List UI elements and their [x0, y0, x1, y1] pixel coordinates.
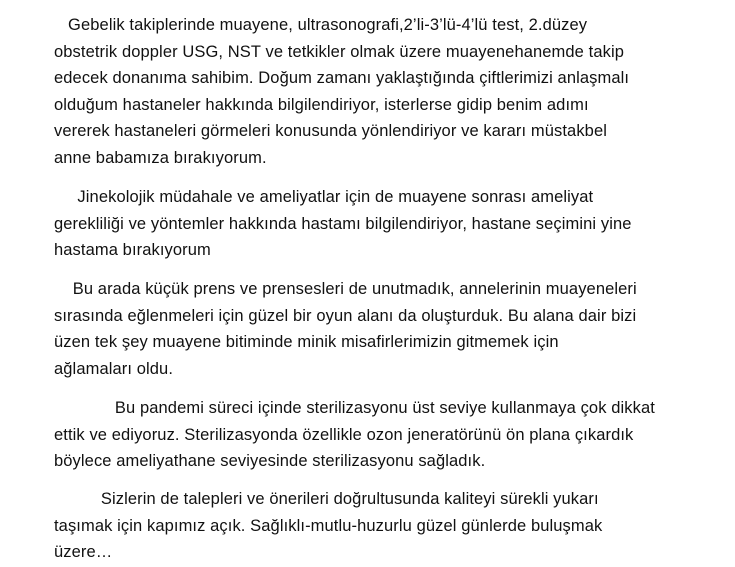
paragraph-pregnancy-care: [54, 12, 674, 171]
text-line: Bu pandemi süreci içinde sterilizasyonu üst seviye kullanmaya çok dikkat: [54, 399, 655, 417]
text-line: üzere…: [54, 543, 113, 561]
text-line: sırasında eğlenmeleri için güzel bir oyun alanı da oluşturduk. Bu alana dair bizi: [54, 306, 637, 325]
text-line: olduğum hastaneler hakkında bilgilendiriyor, isterlerse gidip benim adımı: [54, 95, 589, 114]
text-line: edecek donanıma sahibim. Doğum zamanı yaklaştığında çiftlerimizi anlaşmalı: [54, 69, 630, 87]
paragraph-gynecology: [54, 184, 674, 264]
text-line: Bu arada küçük prens ve prensesleri de unutmadık, annelerinin muayeneleri: [54, 280, 637, 298]
text-line: anne babamıza bırakıyorum.: [54, 148, 267, 167]
text-line: ağlamaları oldu.: [54, 359, 174, 378]
paragraph-closing: [54, 486, 674, 566]
text-line: Gebelik takiplerinde muayene, ultrasonografi,2’li-3’lü-4’lü test, 2.düzey: [54, 16, 588, 34]
text-line: Jinekolojik müdahale ve ameliyatlar için de muayene sonrası ameliyat: [54, 188, 594, 206]
text-line: taşımak için kapımız açık. Sağlıklı-mutlu-huzurlu güzel günlerde buluşmak: [54, 516, 603, 535]
text-line: hastama bırakıyorum: [54, 241, 211, 259]
text-line: Sizlerin de talepleri ve önerileri doğrultusunda kaliteyi sürekli yukarı: [54, 490, 599, 508]
paragraph-sterilization: [54, 395, 674, 475]
text-line: ettik ve ediyoruz. Sterilizasyonda özellikle ozon jeneratörünü ön plana çıkardık: [54, 425, 634, 444]
text-line: obstetrik doppler USG, NST ve tetkikler olmak üzere muayenehanemde takip: [54, 42, 624, 61]
text-line: gerekliliği ve yöntemler hakkında hastamı bilgilendiriyor, hastane seçimini yine: [54, 214, 632, 233]
text-line: vererek hastaneleri görmeleri konusunda yönlendiriyor ve kararı müstakbel: [54, 122, 607, 140]
text-line: üzen tek şey muayene bitiminde minik misafirlerimizin gitmemek için: [54, 333, 559, 351]
text-line: böylece ameliyathane seviyesinde sterilizasyonu sağladık.: [54, 452, 486, 470]
paragraph-play-area: [54, 276, 674, 382]
